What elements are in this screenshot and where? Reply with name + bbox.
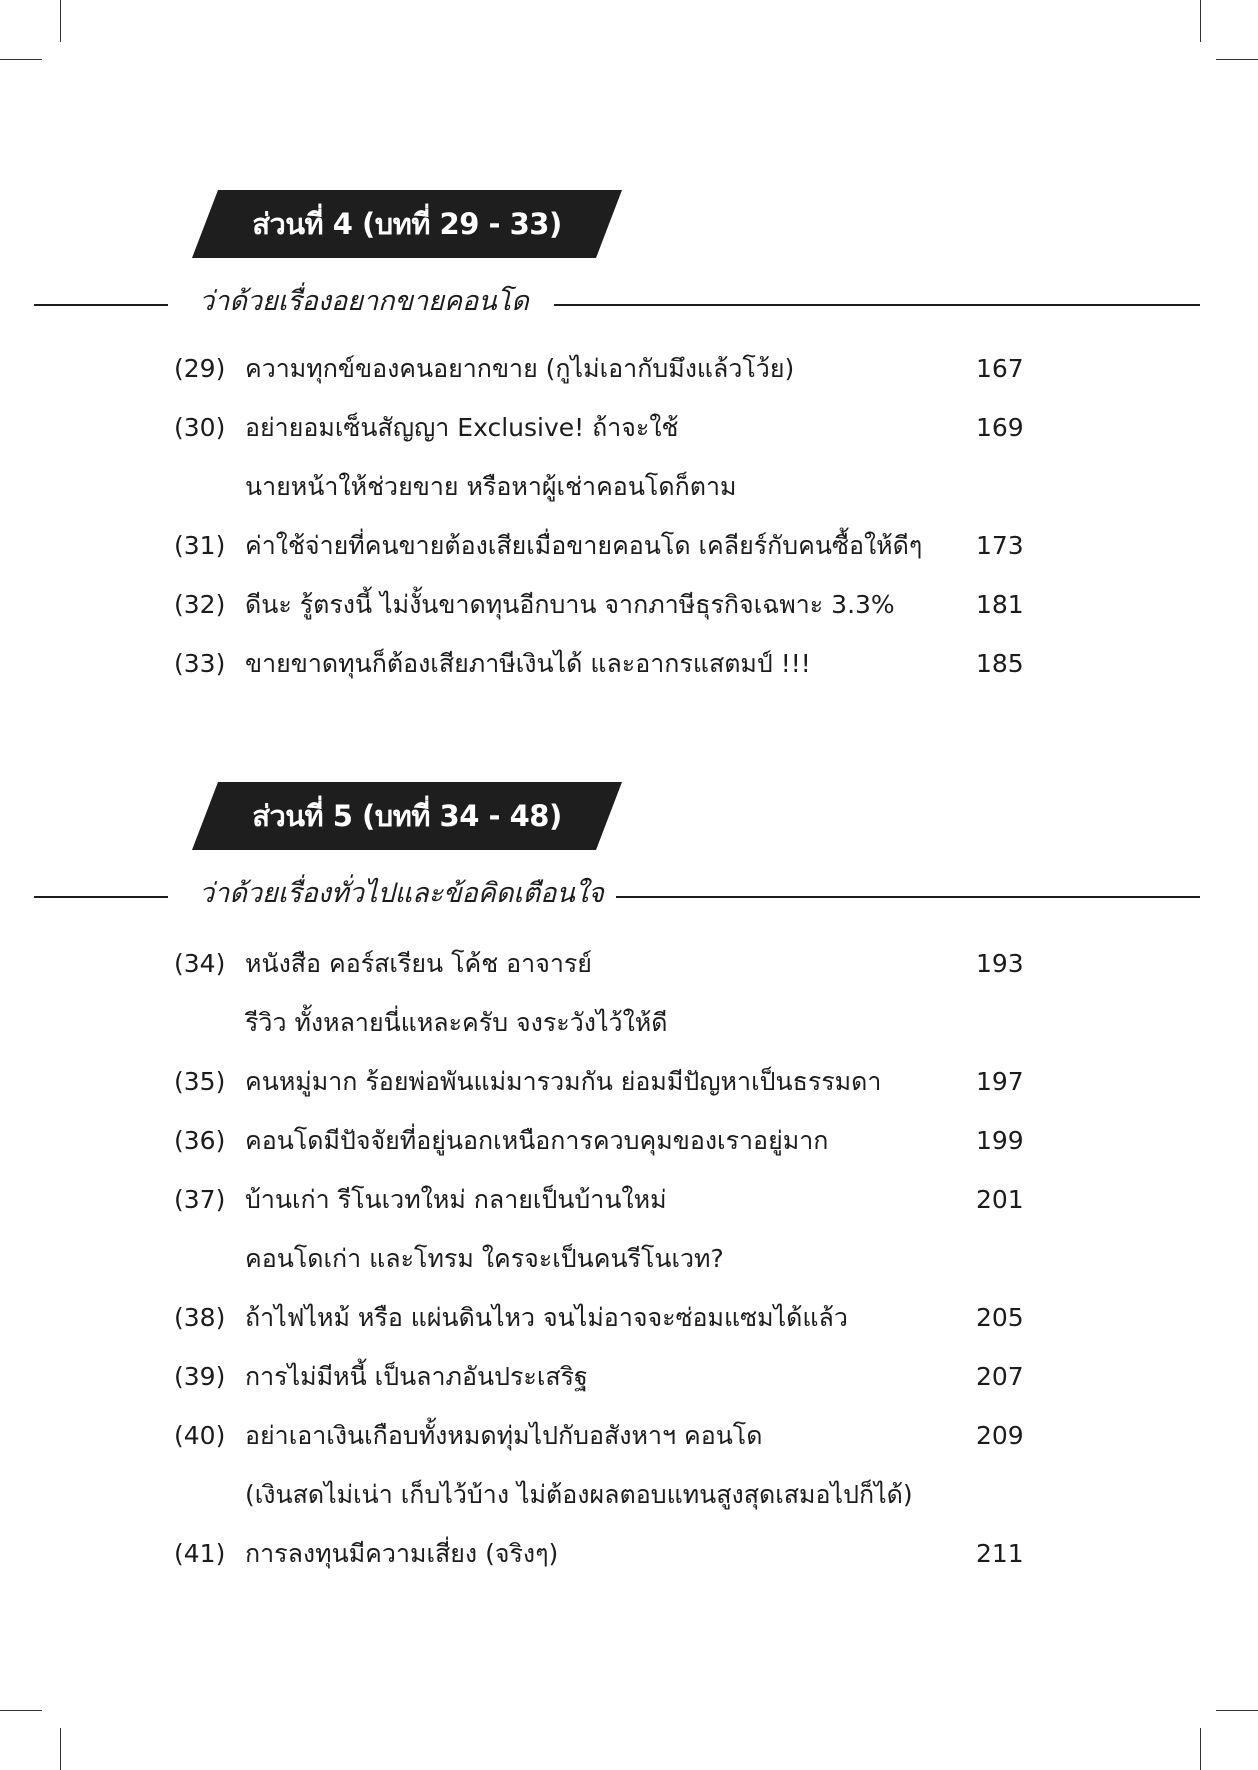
crop-mark	[1216, 1710, 1258, 1711]
chapter-title-continued: นายหน้าให้ช่วยขาย หรือหาผู้เช่าคอนโดก็ตาม	[245, 472, 737, 501]
crop-mark	[1200, 0, 1201, 42]
chapter-title: การไม่มีหนี้ เป็นลาภอันประเสริฐ	[245, 1362, 588, 1391]
toc-entry	[0, 642, 1258, 686]
section-banner	[192, 782, 622, 850]
chapter-title: ถ้าไฟไหม้ หรือ แผ่นดินไหว จนไม่อาจจะซ่อมแซมได้แล้ว	[245, 1303, 848, 1332]
chapter-number: (40)	[174, 1421, 226, 1450]
section-subtitle-row	[34, 874, 1200, 914]
chapter-title: คนหมู่มาก ร้อยพ่อพันแม่มารวมกัน ย่อมมีปัญหาเป็นธรรมดา	[245, 1067, 882, 1096]
toc-entry	[0, 1119, 1258, 1163]
crop-mark	[1216, 59, 1258, 60]
page-number: 209	[976, 1421, 1024, 1450]
section-banner	[192, 190, 622, 258]
chapter-number: (30)	[174, 413, 226, 442]
toc-entry-continuation	[0, 1473, 1258, 1517]
chapter-number: (33)	[174, 649, 226, 678]
toc-entry	[0, 1414, 1258, 1458]
chapter-title: ขายขาดทุนก็ต้องเสียภาษีเงินได้ และอากรแสตมป์ !!!	[245, 649, 811, 678]
chapter-title: การลงทุนมีความเสี่ยง (จริงๆ)	[245, 1539, 559, 1568]
divider-line	[34, 304, 168, 306]
toc-entry	[0, 583, 1258, 627]
chapter-title: หนังสือ คอร์สเรียน โค้ช อาจารย์	[245, 949, 592, 978]
page-number: 173	[976, 531, 1024, 560]
chapter-number: (36)	[174, 1126, 226, 1155]
chapter-title: อย่าเอาเงินเกือบทั้งหมดทุ่มไปกับอสังหาฯ คอนโด	[245, 1421, 763, 1450]
section-subtitle: ว่าด้วยเรื่องอยากขายคอนโด	[199, 286, 529, 317]
page-number: 197	[976, 1067, 1024, 1096]
chapter-number: (31)	[174, 531, 226, 560]
chapter-number: (38)	[174, 1303, 226, 1332]
chapter-title-continued: คอนโดเก่า และโทรม ใครจะเป็นคนรีโนเวท?	[245, 1244, 724, 1273]
chapter-number: (32)	[174, 590, 226, 619]
chapter-title: ดีนะ รู้ตรงนี้ ไม่งั้นขาดทุนอีกบาน จากภาษีธุรกิจเฉพาะ 3.3%	[245, 590, 895, 619]
page-number: 169	[976, 413, 1024, 442]
crop-mark	[60, 1728, 61, 1770]
toc-entry-continuation	[0, 1237, 1258, 1281]
toc-entry	[0, 1355, 1258, 1399]
section-banner-title: ส่วนที่ 4 (บทที่ 29 - 33)	[252, 207, 562, 241]
page-number: 205	[976, 1303, 1024, 1332]
page-number: 167	[976, 354, 1024, 383]
page-number: 211	[976, 1539, 1024, 1568]
divider-line	[34, 896, 168, 898]
toc-entry	[0, 942, 1258, 986]
toc-entry	[0, 1296, 1258, 1340]
crop-mark	[0, 1710, 42, 1711]
page-number: 207	[976, 1362, 1024, 1391]
chapter-title-continued: รีวิว ทั้งหลายนี่แหละครับ จงระวังไว้ให้ดี	[245, 1008, 668, 1037]
crop-mark	[1200, 1728, 1201, 1770]
toc-entry	[0, 524, 1258, 568]
chapter-title: บ้านเก่า รีโนเวทใหม่ กลายเป็นบ้านใหม่	[245, 1185, 667, 1214]
chapter-title-continued: (เงินสดไม่เน่า เก็บไว้บ้าง ไม่ต้องผลตอบแทนสูงสุดเสมอไปก็ได้)	[245, 1480, 913, 1509]
page-number: 199	[976, 1126, 1024, 1155]
crop-mark	[60, 0, 61, 42]
toc-entry-continuation	[0, 1001, 1258, 1045]
page-number: 201	[976, 1185, 1024, 1214]
page-number: 193	[976, 949, 1024, 978]
page-number: 185	[976, 649, 1024, 678]
chapter-title: อย่ายอมเซ็นสัญญา Exclusive! ถ้าจะใช้	[245, 413, 679, 442]
toc-entry	[0, 1060, 1258, 1104]
chapter-title: คอนโดมีปัจจัยที่อยู่นอกเหนือการควบคุมของเราอยู่มาก	[245, 1126, 829, 1155]
page-number: 181	[976, 590, 1024, 619]
chapter-number: (29)	[174, 354, 226, 383]
crop-mark	[0, 59, 42, 60]
chapter-number: (41)	[174, 1539, 226, 1568]
section-banner-title: ส่วนที่ 5 (บทที่ 34 - 48)	[252, 799, 562, 833]
divider-line	[554, 304, 1200, 306]
chapter-number: (35)	[174, 1067, 226, 1096]
chapter-title: ค่าใช้จ่ายที่คนขายต้องเสียเมื่อขายคอนโด เคลียร์กับคนซื้อให้ดีๆ	[245, 531, 923, 560]
chapter-number: (37)	[174, 1185, 226, 1214]
chapter-number: (34)	[174, 949, 226, 978]
toc-entry	[0, 1532, 1258, 1576]
toc-entry-continuation	[0, 465, 1258, 509]
chapter-number: (39)	[174, 1362, 226, 1391]
chapter-title: ความทุกข์ของคนอยากขาย (กูไม่เอากับมึงแล้วโว้ย)	[245, 354, 795, 383]
toc-entry	[0, 406, 1258, 450]
toc-entry	[0, 347, 1258, 391]
divider-line	[616, 896, 1200, 898]
toc-entry	[0, 1178, 1258, 1222]
section-subtitle: ว่าด้วยเรื่องทั่วไปและข้อคิดเตือนใจ	[199, 878, 604, 909]
section-subtitle-row	[34, 282, 1200, 322]
